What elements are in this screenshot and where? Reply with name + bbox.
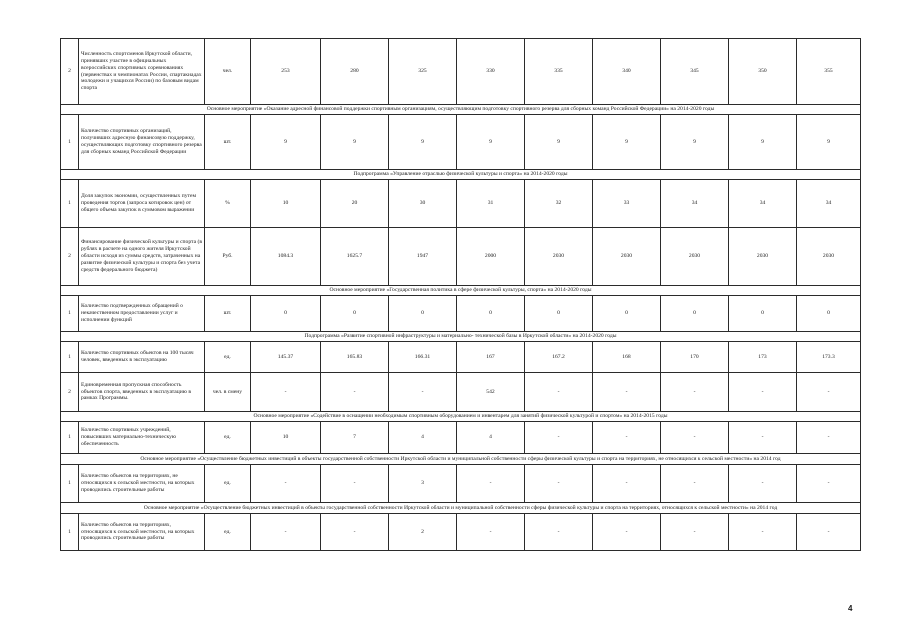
section-header: Основное мероприятие «Оказание адресной финансовой поддержки спортивным организациям, осуществляющим подготовку спортивного резерва для сборных команд Российской Федерации» на 2014-2020 годы xyxy=(61,105,861,115)
section-header: Основное мероприятие «Осуществление бюджетных инвестиций в объекты государственной собственности Иркутской области и муниципальной собственности сферы физической культуры и спорта на территориях, относящихся к сельской местности» на 2014 год xyxy=(61,503,861,514)
value-cell: 9 xyxy=(457,115,525,170)
table-row xyxy=(61,422,861,454)
unit-cell: чел. xyxy=(205,39,251,105)
value-cell: 0 xyxy=(389,296,457,332)
section-header-row xyxy=(61,286,861,296)
value-cell: 335 xyxy=(525,39,593,105)
table-row xyxy=(61,228,861,286)
value-cell: 30 xyxy=(389,180,457,228)
value-cell: 330 xyxy=(457,39,525,105)
page-number: 4 xyxy=(848,604,853,613)
value-cell: - xyxy=(321,514,389,551)
value-cell: 355 xyxy=(797,39,861,105)
indicator-name: Финансирование физической культуры и спорта (в рублях в расчете на одного жителя Иркутской области исходя из суммы средств, затраченных на развитие физической культуры и спорта без учета средств федерального бюджета) xyxy=(79,228,205,286)
section-header-row xyxy=(61,454,861,465)
value-cell: 9 xyxy=(661,115,729,170)
value-cell: - xyxy=(797,422,861,454)
section-header-row xyxy=(61,412,861,422)
value-cell: 350 xyxy=(729,39,797,105)
indicator-name: Количество спортивных объектов на 100 тысяч человек, введенных в эксплуатацию xyxy=(79,342,205,373)
value-cell: - xyxy=(797,514,861,551)
indicator-name: Численность спортсменов Иркутской области, принявших участие в официальных всероссийских спортивных соревнованиях (первенствах и чемпионатах России, спартакиадах молодежи и учащихся России) по базовым видам спорта xyxy=(79,39,205,105)
unit-cell: чел. в смену xyxy=(205,373,251,412)
value-cell: 10 xyxy=(251,180,321,228)
value-cell: 9 xyxy=(729,115,797,170)
value-cell: 325 xyxy=(389,39,457,105)
table-body xyxy=(61,39,861,551)
value-cell: 9 xyxy=(593,115,661,170)
value-cell: 9 xyxy=(251,115,321,170)
value-cell: - xyxy=(251,465,321,503)
value-cell: 0 xyxy=(729,296,797,332)
value-cell: 9 xyxy=(797,115,861,170)
value-cell: 34 xyxy=(661,180,729,228)
value-cell: 2030 xyxy=(661,228,729,286)
value-cell: 31 xyxy=(457,180,525,228)
value-cell: - xyxy=(593,373,661,412)
value-cell: 166.31 xyxy=(389,342,457,373)
section-header: Основное мероприятие «Государственная политика в сфере физической культуры, спорта» на 2014-2020 годы xyxy=(61,286,861,296)
row-number: 1 xyxy=(61,422,79,454)
value-cell: - xyxy=(661,514,729,551)
value-cell: - xyxy=(729,514,797,551)
value-cell: 0 xyxy=(457,296,525,332)
table-row xyxy=(61,296,861,332)
value-cell: 20 xyxy=(321,180,389,228)
table-row xyxy=(61,514,861,551)
value-cell: - xyxy=(729,422,797,454)
value-cell: - xyxy=(525,465,593,503)
value-cell: 0 xyxy=(797,296,861,332)
value-cell: - xyxy=(525,514,593,551)
value-cell: 2000 xyxy=(457,228,525,286)
value-cell: 0 xyxy=(661,296,729,332)
table-row xyxy=(61,465,861,503)
section-header: Основное мероприятие «Содействие в оснащении необходимым спортивным оборудованием и инвентарем для занятий физической культурой и спортом» на 2014-2015 годы xyxy=(61,412,861,422)
value-cell: - xyxy=(661,422,729,454)
indicator-name: Количество объектов на территориях, относящихся к сельской местности, на которых проводились строительные работы xyxy=(79,514,205,551)
value-cell: 542 xyxy=(457,373,525,412)
value-cell: 340 xyxy=(593,39,661,105)
section-header: Подпрограмма «Управление отраслью физической культуры и спорта» на 2014-2020 годы xyxy=(61,170,861,180)
section-header-row xyxy=(61,105,861,115)
unit-cell: ед. xyxy=(205,465,251,503)
section-header-row xyxy=(61,170,861,180)
section-header-row xyxy=(61,503,861,514)
unit-cell: % xyxy=(205,180,251,228)
value-cell: 2030 xyxy=(525,228,593,286)
value-cell: - xyxy=(251,514,321,551)
value-cell: 165.83 xyxy=(321,342,389,373)
value-cell: 167 xyxy=(457,342,525,373)
value-cell: 168 xyxy=(593,342,661,373)
value-cell: 0 xyxy=(321,296,389,332)
value-cell: 253 xyxy=(251,39,321,105)
value-cell: - xyxy=(797,373,861,412)
indicator-name: Доля закупок экономии, осуществленных путем проведения торгов (запроса котировок цен) от общего объема закупок в суммовом выражении xyxy=(79,180,205,228)
value-cell: 0 xyxy=(593,296,661,332)
row-number: 1 xyxy=(61,465,79,503)
value-cell: 33 xyxy=(593,180,661,228)
row-number: 1 xyxy=(61,180,79,228)
section-header: Основное мероприятие «Осуществление бюджетных инвестиций в объекты государственной собственности Иркутской области и муниципальной собственности сферы физической культуры и спорта на территориях, не относящихся к сельской местности» на 2014 год xyxy=(61,454,861,465)
value-cell: 173.3 xyxy=(797,342,861,373)
unit-cell: ед. xyxy=(205,514,251,551)
value-cell: 2030 xyxy=(729,228,797,286)
value-cell: - xyxy=(661,373,729,412)
indicator-name: Количество объектов на территориях, не относящихся к сельской местности, на которых проводились строительные работы xyxy=(79,465,205,503)
value-cell: 34 xyxy=(797,180,861,228)
value-cell: - xyxy=(457,514,525,551)
table-row xyxy=(61,115,861,170)
indicator-name: Количество спортивных организаций, получивших адресную финансовую поддержку, осуществляющих подготовку спортивного резерва для сборных команд Российской Федерации xyxy=(79,115,205,170)
row-number: 1 xyxy=(61,296,79,332)
table-row xyxy=(61,373,861,412)
value-cell: - xyxy=(457,465,525,503)
value-cell: 1947 xyxy=(389,228,457,286)
value-cell: 345 xyxy=(661,39,729,105)
row-number: 2 xyxy=(61,228,79,286)
value-cell: 280 xyxy=(321,39,389,105)
value-cell: - xyxy=(251,373,321,412)
row-number: 2 xyxy=(61,39,79,105)
value-cell: - xyxy=(525,373,593,412)
section-header-row xyxy=(61,332,861,342)
row-number: 2 xyxy=(61,373,79,412)
value-cell: 3 xyxy=(389,465,457,503)
value-cell: - xyxy=(525,422,593,454)
value-cell: 1625.7 xyxy=(321,228,389,286)
value-cell: - xyxy=(593,514,661,551)
value-cell: - xyxy=(321,373,389,412)
table-row xyxy=(61,342,861,373)
value-cell: 4 xyxy=(457,422,525,454)
value-cell: 0 xyxy=(525,296,593,332)
value-cell: 0 xyxy=(251,296,321,332)
value-cell: 10 xyxy=(251,422,321,454)
value-cell: 32 xyxy=(525,180,593,228)
value-cell: 4 xyxy=(389,422,457,454)
section-header: Подпрограмма «Развитие спортивной инфраструктуры и материально- технической базы в Иркутской области» на 2014-2020 годы xyxy=(61,332,861,342)
unit-cell: шт. xyxy=(205,115,251,170)
value-cell: 2030 xyxy=(593,228,661,286)
value-cell: 9 xyxy=(389,115,457,170)
value-cell: 145.37 xyxy=(251,342,321,373)
value-cell: 7 xyxy=(321,422,389,454)
value-cell: 1084.3 xyxy=(251,228,321,286)
indicator-name: Количество спортивных учреждений, повысивших материально-техническую обеспеченность xyxy=(79,422,205,454)
indicator-name: Единовременная пропускная способность объектов спорта, введенных в эксплуатацию в рамках Программы. xyxy=(79,373,205,412)
unit-cell: Руб. xyxy=(205,228,251,286)
value-cell: - xyxy=(593,422,661,454)
value-cell: - xyxy=(661,465,729,503)
value-cell: 2 xyxy=(389,514,457,551)
indicators-table xyxy=(60,38,861,551)
value-cell: 167.2 xyxy=(525,342,593,373)
value-cell: - xyxy=(729,465,797,503)
value-cell: 173 xyxy=(729,342,797,373)
row-number: 1 xyxy=(61,514,79,551)
indicator-name: Количество подтвержденных обращений о некачественном предоставлении услуг и исполнении функций xyxy=(79,296,205,332)
value-cell: - xyxy=(797,465,861,503)
row-number: 1 xyxy=(61,342,79,373)
unit-cell: ед. xyxy=(205,422,251,454)
value-cell: 2030 xyxy=(797,228,861,286)
unit-cell: ед. xyxy=(205,342,251,373)
value-cell: 34 xyxy=(729,180,797,228)
table-row xyxy=(61,180,861,228)
value-cell: 9 xyxy=(525,115,593,170)
unit-cell: шт. xyxy=(205,296,251,332)
value-cell: - xyxy=(593,465,661,503)
table-row xyxy=(61,39,861,105)
value-cell: 9 xyxy=(321,115,389,170)
value-cell: 170 xyxy=(661,342,729,373)
row-number: 1 xyxy=(61,115,79,170)
value-cell: - xyxy=(389,373,457,412)
value-cell: - xyxy=(729,373,797,412)
value-cell: - xyxy=(321,465,389,503)
